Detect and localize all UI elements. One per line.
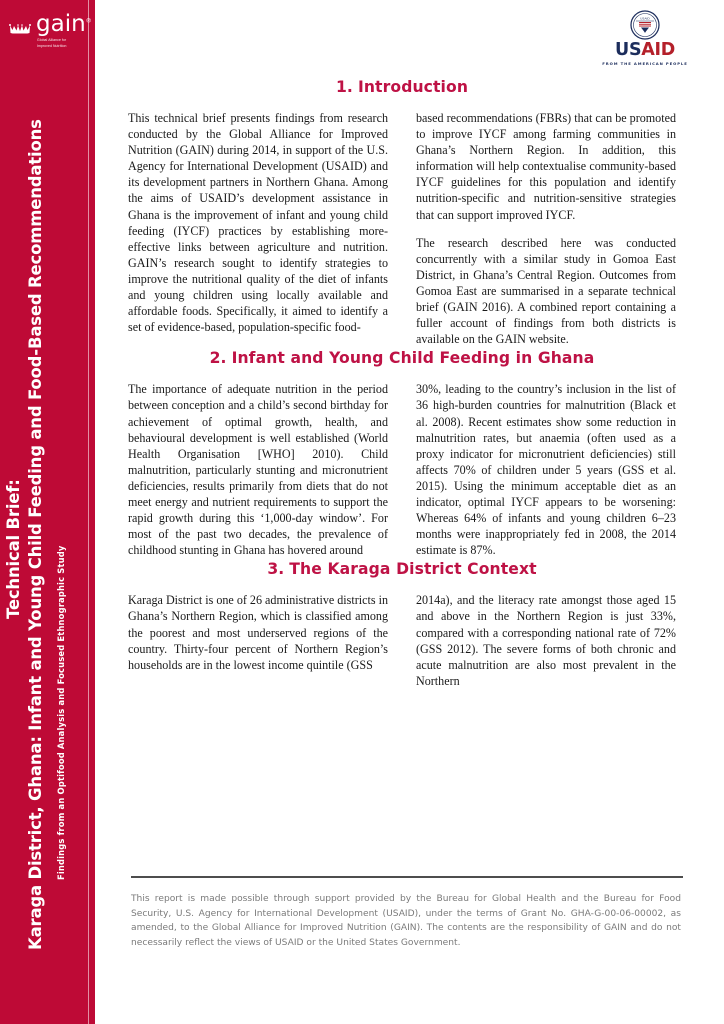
section-1-right-column [416, 110, 676, 347]
section-3-right-column [416, 592, 676, 689]
section-2-columns [128, 381, 676, 558]
usaid-word-us: US [615, 40, 642, 60]
section-2-right-column [416, 381, 676, 558]
usaid-logo [602, 10, 688, 66]
section-heading-karaga-district-context [128, 560, 676, 578]
paragraph: based recommendations (FBRs) that can be promoted to improve IYCF among farming communities in Ghana’s Northern Region. In addition, this information will help contextualise community-based IYCF guidelines for this population and identify nutrition-specific and nutrition-sensitive strategies that can support improved IYCF. [416, 111, 676, 222]
gain-trademark: ® [85, 17, 92, 25]
paragraph: This technical brief presents findings from research conducted by the Global Alliance for Improved Nutrition (GAIN) during 2014, in support of the U.S. Agency for International Development (USAID) and its development partners in Northern Ghana. Among the aims of USAID’s development assistance in Ghana is the improvement of infant and young child feeding (IYCF) practices by establishing more-effective links between agriculture and nutrition. GAIN’s research sought to identify strategies to improve the nutritional quality of the diet of infants and young children using locally available and affordable foods. Specifically, it aimed to identify a set of evidence-based, population-specific food- [128, 111, 388, 335]
usaid-seal-icon [630, 10, 660, 40]
section-1-left-column [128, 110, 388, 347]
section-title-3: The Karaga District Context [289, 560, 537, 579]
left-sidebar [0, 0, 95, 1024]
section-heading-iycf-in-ghana [128, 349, 676, 367]
section-number-1: 1. [335, 78, 353, 96]
gain-wordmark: gain® [36, 11, 92, 37]
section-3-columns [128, 592, 676, 689]
section-1-columns [128, 110, 676, 347]
section-number-3: 3. [267, 560, 285, 579]
footer-disclaimer: This report is made possible through support provided by the Bureau for Global Health and the Bureau for Food Security, U.S. Agency for International Development (USAID), under the terms of Grant No. GHA-G-00-06-00002, as amended, to the Global Alliance for Improved Nutrition (GAIN). The contents are the responsibility of GAIN and do not necessarily reflect the views of USAID or the United States Government. [131, 894, 681, 948]
svg-text:USAID: USAID [640, 16, 650, 21]
section-2-left-column [128, 381, 388, 558]
paragraph: 2014a), and the literacy rate amongst those aged 15 and above in the Northern Region is just 33%, compared with a corresponding national rate of 72% (GSS 2012). The severe forms of both chronic and acute malnutrition are also most prevalent in the Northern [416, 593, 676, 688]
usaid-wordmark [602, 42, 688, 60]
document-body [128, 78, 676, 691]
gain-tagline-line-1: Global Alliance for [37, 38, 67, 42]
section-number-2: 2. [209, 349, 227, 368]
paragraph: Karaga District is one of 26 administrative districts in Ghana’s Northern Region, which is classified among the poorest and most underserved regions of the country. Thirty-four percent of Northern Region’s households are in the lowest income quintile (GSS [128, 593, 388, 672]
section-heading-introduction [128, 78, 676, 96]
vertical-report-title: Karaga District, Ghana: Infant and Young Child Feeding and Food-Based Recommendations [26, 119, 45, 950]
vertical-brief-label: Technical Brief: [4, 479, 23, 619]
section-title-2: Infant and Young Child Feeding in Ghana [231, 349, 595, 368]
gain-tagline-line-2: Improved Nutrition [37, 43, 67, 48]
vertical-title-block [0, 0, 95, 1024]
vertical-report-subtitle: Findings from an Optifood Analysis and Focused Ethnographic Study [56, 545, 66, 880]
footer-divider [131, 876, 683, 878]
usaid-tagline: FROM THE AMERICAN PEOPLE [602, 60, 688, 66]
paragraph: The research described here was conducted concurrently with a similar study in Gomoa East District, in Ghana’s Central Region. Outcomes from Gomoa East are summarised in a separate technical brief (GAIN 2016). A combined report containing a fuller account of findings from both districts is available on the GAIN website. [416, 235, 676, 347]
paragraph: 30%, leading to the country’s inclusion in the list of 36 high-burden countries for malnutrition (Black et al. 2008). Recent estimates show some reduction in malnutrition rates, but anaemia (often used as a proxy indicator for micronutrient deficiencies) still affects 70% of children under 5 years (GSS et al. 2015). Using the minimum acceptable diet as an indicator, optimal IYCF appears to be worsening: Whereas 64% of infants and young children 6–23 months were inappropriately fed in 2008, the 2014 estimate is 87%. [416, 382, 676, 558]
section-3-left-column [128, 592, 388, 689]
usaid-word-aid: AID [641, 40, 675, 60]
section-title-1: Introduction [357, 78, 469, 96]
paragraph: The importance of adequate nutrition in the period between conception and a child’s second birthday for achievement of optimal growth, health, and behavioural development is well established (World Health Organisation [WHO] 2010). Child malnutrition, particularly stunting and micronutrient deficiencies, results primarily from diets that do not meet energy and nutrient requirements to support the rapid growth during this ‘1,000-day window’. For most of the past two decades, the prevalence of childhood stunting in Ghana has hovered around [128, 382, 388, 558]
page-footer [131, 876, 683, 950]
